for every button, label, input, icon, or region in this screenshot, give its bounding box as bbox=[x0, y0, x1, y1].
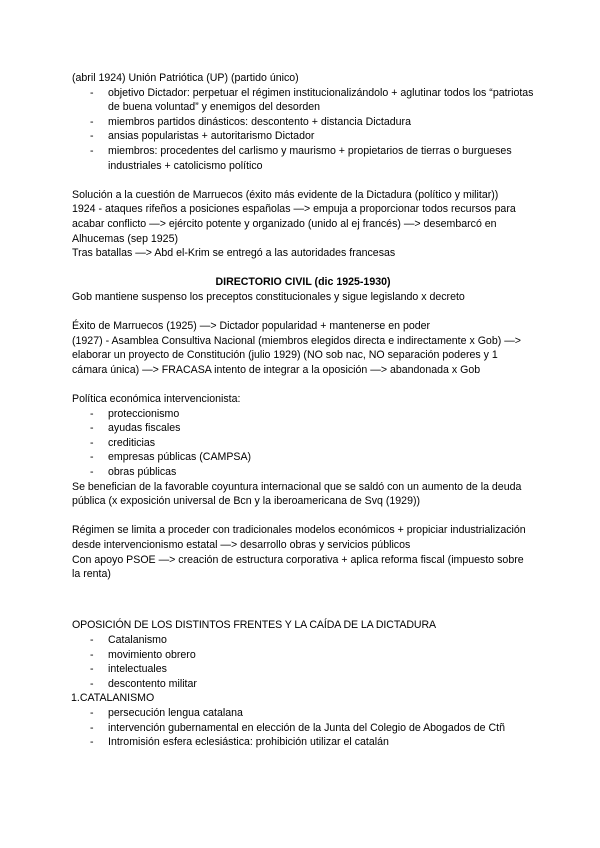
spacer bbox=[72, 377, 534, 392]
catalanismo-list bbox=[72, 706, 534, 750]
economica-heading: Política económica intervencionista: bbox=[72, 393, 241, 406]
spacer bbox=[72, 261, 534, 276]
spacer bbox=[72, 173, 534, 188]
asamblea-paragraph: (1927) - Asamblea Consultiva Nacional (miembros elegidos directa e indirectamente x Gob) —> elaborar un proyecto de Constitución (julio 1929) (NO sob nac, NO separación poderes y 1 cámara única) —> FRACASA intento de integrar a la oposición —> abandonada x Gob bbox=[72, 334, 521, 376]
batallas-paragraph: Tras batallas —> Abd el-Krim se entregó a las autoridades francesas bbox=[72, 247, 396, 260]
list-item: - ayudas fiscales bbox=[72, 421, 534, 436]
list-item: - intelectuales bbox=[72, 662, 534, 677]
list-item: - persecución lengua catalana bbox=[72, 706, 534, 721]
exito-paragraph: Éxito de Marruecos (1925) —> Dictador popularidad + mantenerse en poder bbox=[72, 320, 431, 333]
list-item: - Catalanismo bbox=[72, 633, 534, 648]
list-item: - descontento militar bbox=[72, 677, 534, 692]
directorio-title: DIRECTORIO CIVIL (dic 1925-1930) bbox=[215, 276, 391, 289]
list-item: - objetivo Dictador: perpetuar el régimen institucionalizándolo + aglutinar todos los “patriotas de buena voluntad” y enemigos del desorden bbox=[72, 86, 534, 115]
list-item: - intervención gubernamental en elección de la Junta del Colegio de Abogados de Ctñ bbox=[72, 721, 534, 736]
list-item: - Intromisión esfera eclesiástica: prohibición utilizar el catalán bbox=[72, 735, 534, 750]
catalanismo-heading: 1.CATALANISMO bbox=[71, 692, 155, 705]
oposicion-title: OPOSICIÓN DE LOS DISTINTOS FRENTES Y LA CAÍDA DE LA DICTADURA bbox=[72, 619, 436, 632]
coyuntura-paragraph: Se benefician de la favorable coyuntura internacional que se saldó con un aumento de la deuda pública (x exposición universal de Bcn y la iberoamericana de Svq (1929)) bbox=[72, 480, 522, 508]
marruecos-paragraph: Solución a la cuestión de Marruecos (éxito más evidente de la Dictadura (político y militar)) bbox=[72, 188, 499, 201]
list-item: - proteccionismo bbox=[72, 407, 534, 422]
list-item: - miembros partidos dinásticos: descontento + distancia Dictadura bbox=[72, 115, 534, 130]
psoe-paragraph: Con apoyo PSOE —> creación de estructura corporativa + aplica reforma fiscal (impuesto sobre la renta) bbox=[72, 553, 524, 581]
directorio-line: Gob mantiene suspenso los preceptos constitucionales y sigue legislando x decreto bbox=[72, 290, 465, 303]
list-item: - obras públicas bbox=[72, 465, 534, 480]
list-item: - crediticias bbox=[72, 436, 534, 451]
spacer bbox=[72, 305, 534, 320]
oposicion-list bbox=[72, 633, 534, 691]
document-body bbox=[72, 71, 534, 750]
list-item: - ansias popularistas + autoritarismo Dictador bbox=[72, 129, 534, 144]
spacer bbox=[72, 604, 534, 619]
spacer bbox=[72, 582, 534, 604]
list-item: - miembros: procedentes del carlismo y maurismo + propietarios de tierras o burgueses industriales + catolicismo político bbox=[72, 144, 534, 173]
list-item: - movimiento obrero bbox=[72, 648, 534, 663]
economica-list bbox=[72, 407, 534, 480]
regimen-paragraph: Régimen se limita a proceder con tradicionales modelos económicos + propiciar industrialización desde intervencionismo estatal —> desarrollo obras y servicios públicos bbox=[72, 524, 526, 551]
up-list bbox=[72, 86, 534, 174]
ataques-paragraph: 1924 - ataques rifeños a posiciones españolas —> empuja a proporcionar todos recursos para acabar conflicto —> ejército potente y organizado (unido al ej francés) —> desembarcó en Alhucemas (sep 1925) bbox=[72, 203, 516, 245]
up-heading: (abril 1924) Unión Patriótica (UP) (partido único) bbox=[72, 72, 299, 84]
spacer bbox=[72, 509, 534, 524]
list-item: - empresas públicas (CAMPSA) bbox=[72, 450, 534, 465]
